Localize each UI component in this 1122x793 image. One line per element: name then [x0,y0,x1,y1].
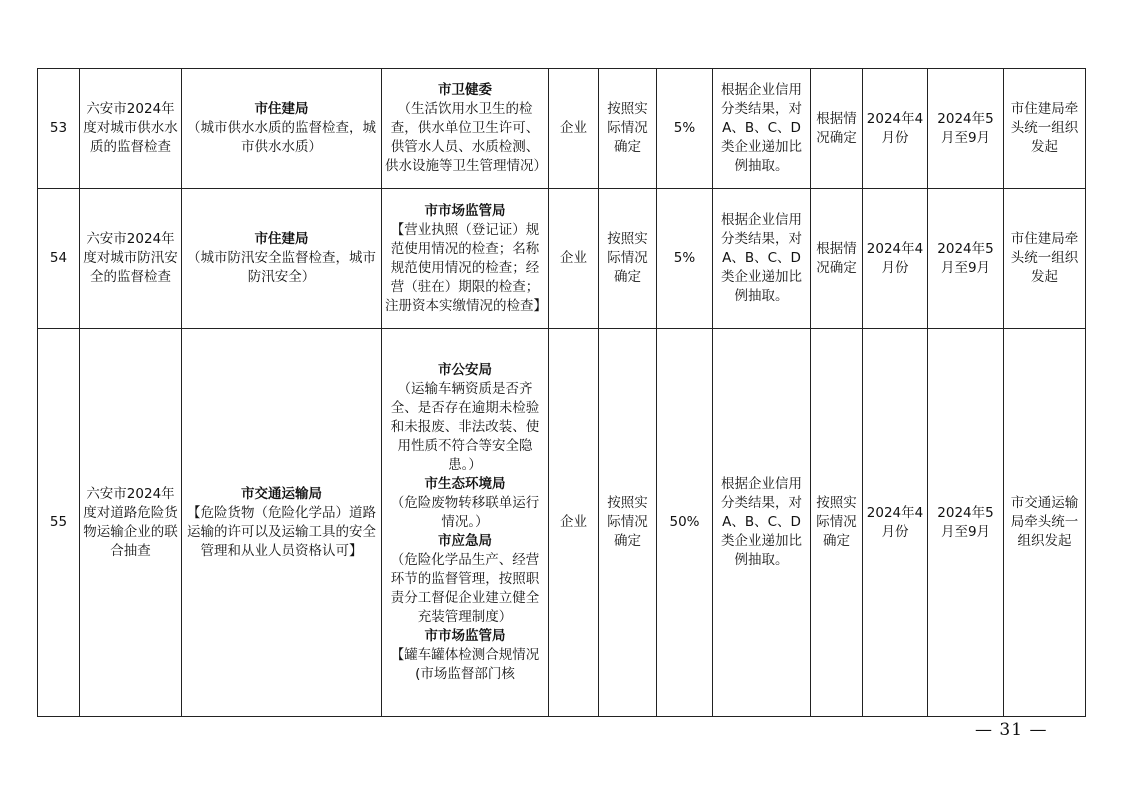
page-number: — 31 — [975,720,1048,740]
joint-department-cell [382,329,549,717]
joint-scope: （危险化学品生产、经营环节的监督管理，按照职责分工督促企业建立健全充装管理制度） [390,552,540,625]
table-row [38,69,1086,189]
count-basis: 根据情况确定 [811,189,863,329]
count-basis: 按照实际情况确定 [811,329,863,717]
start-time: 2024年4月份 [863,329,928,717]
inspection-period: 2024年5月至9月 [928,189,1004,329]
ratio-basis: 按照实际情况确定 [599,69,657,189]
joint-department: 市市场监管局 [424,202,506,219]
lead-department-cell [182,189,382,329]
task-name: 六安市2024年度对城市防汛安全的监督检查 [80,189,182,329]
lead-department-cell [182,329,382,717]
start-time: 2024年4月份 [863,69,928,189]
sampling-method: 根据企业信用分类结果，对A、B、C、D类企业递加比例抽取。 [713,189,811,329]
initiator: 市交通运输局牵头统一组织发起 [1004,329,1086,717]
sampling-ratio: 5% [657,69,713,189]
sampling-method: 根据企业信用分类结果，对A、B、C、D类企业递加比例抽取。 [713,69,811,189]
task-name: 六安市2024年度对城市供水水质的监督检查 [80,69,182,189]
joint-department: 市应急局 [438,533,492,549]
joint-department: 市市场监管局 [424,628,506,644]
inspection-object: 企业 [549,69,599,189]
ratio-basis: 按照实际情况确定 [599,189,657,329]
initiator: 市住建局牵头统一组织发起 [1004,69,1086,189]
lead-scope: 【危险货物（危险化学品）道路运输的许可以及运输工具的安全管理和从业人员资格认可】 [187,504,376,559]
inspection-period: 2024年5月至9月 [928,329,1004,717]
row-number: 53 [38,69,80,189]
table-row [38,189,1086,329]
lead-scope: （城市供水水质的监督检查，城市供水水质） [187,120,376,155]
ratio-basis: 按照实际情况确定 [599,329,657,717]
initiator: 市住建局牵头统一组织发起 [1004,189,1086,329]
joint-department: 市卫健委 [438,82,492,98]
lead-department-cell [182,69,382,189]
joint-department-cell [382,189,549,329]
lead-department: 市住建局 [254,101,309,117]
joint-department-cell [382,69,549,189]
joint-department: 市公安局 [438,362,492,378]
joint-scope: 【营业执照（登记证）规范使用情况的检查；名称规范使用情况的检查；经营（驻在）期限的检查；注册资本实缴情况的检查】 [385,221,547,314]
joint-scope: （生活饮用水卫生的检查，供水单位卫生许可、供管水人员、水质检测、供水设施等卫生管理情况） [385,101,547,174]
sampling-ratio: 5% [657,189,713,329]
joint-scope: （危险废物转移联单运行情况。） [390,495,540,530]
joint-department: 市生态环境局 [424,476,506,492]
row-number: 55 [38,329,80,717]
joint-scope: 【罐车罐体检测合规情况(市场监督部门核 [390,647,540,682]
count-basis: 根据情况确定 [811,69,863,189]
task-name: 六安市2024年度对道路危险货物运输企业的联合抽查 [80,329,182,717]
lead-department: 市交通运输局 [241,485,322,502]
start-time: 2024年4月份 [863,189,928,329]
row-number: 54 [38,189,80,329]
joint-scope: （运输车辆资质是否齐全、是否存在逾期未检验和未报废、非法改装、使用性质不符合等安全隐患。） [390,381,540,473]
inspection-object: 企业 [549,329,599,717]
sampling-ratio: 50% [657,329,713,717]
inspection-plan-table [37,68,1086,717]
inspection-object: 企业 [549,189,599,329]
lead-department: 市住建局 [254,231,309,247]
sampling-method: 根据企业信用分类结果，对A、B、C、D类企业递加比例抽取。 [713,329,811,717]
table-row [38,329,1086,717]
inspection-period: 2024年5月至9月 [928,69,1004,189]
lead-scope: （城市防汛安全监督检查，城市防汛安全） [187,250,376,285]
